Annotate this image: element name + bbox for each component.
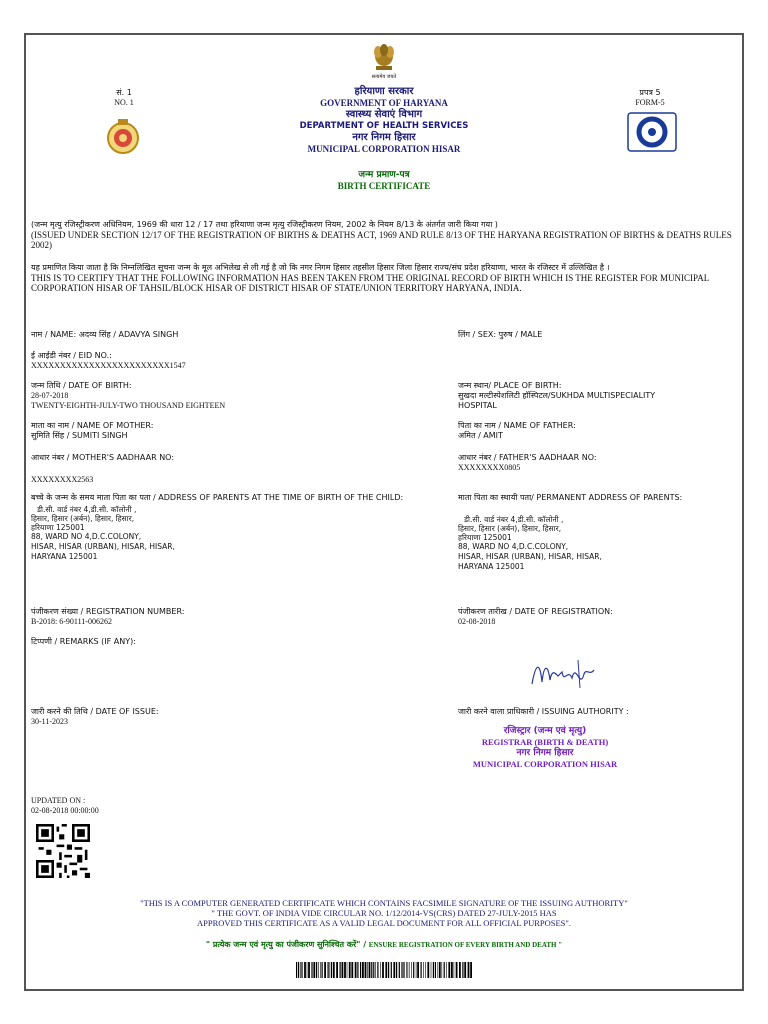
father-aadhaar-value: XXXXXXXX0805	[458, 463, 521, 472]
birth-address-hi-2: हिसार, हिसार (अर्बन), हिसार, हिसार,	[31, 514, 135, 523]
registration-number-label: पंजीकरण संख्या / REGISTRATION NUMBER:	[31, 607, 185, 616]
permanent-address-en-1: 88, WARD NO 4,D.C.COLONY,	[458, 542, 569, 551]
national-emblem-icon	[370, 42, 398, 74]
registrar-hi-mc: नगर निगम हिसार	[516, 748, 574, 758]
header-gov: GOVERNMENT OF HARYANA	[320, 98, 448, 108]
issuing-authority-label: जारी करने वाला प्राधिकारी / ISSUING AUTHORITY :	[458, 707, 629, 716]
footer-line-2: " THE GOVT. OF INDIA VIDE CIRCULAR NO. 1/12/2014-VS(CRS) DATED 27-JULY-2015 HAS	[211, 908, 557, 918]
updated-label: UPDATED ON :	[31, 796, 86, 805]
birth-address-en-1: 88, WARD NO 4,D.C.COLONY,	[31, 532, 142, 541]
number-en: NO. 1	[114, 98, 134, 107]
dob-words: TWENTY-EIGHTH-JULY-TWO THOUSAND EIGHTEEN	[31, 401, 226, 410]
slogan-hi: " प्रत्येक जन्म एवं मृत्यु का पंजीकरण सुनिश्चित करें" /	[205, 940, 367, 949]
permanent-address-hi-2: हिसार, हिसार (अर्बन), हिसार, हिसार,	[458, 524, 562, 533]
issue-date-value: 30-11-2023	[31, 717, 69, 726]
registration-date-label: पंजीकरण तारीख / DATE OF REGISTRATION:	[458, 607, 613, 616]
header-dept: DEPARTMENT OF HEALTH SERVICES	[299, 121, 469, 131]
remarks-label: टिप्पणी / REMARKS (IF ANY):	[31, 637, 136, 646]
footer-line-1: "THIS IS A COMPUTER GENERATED CERTIFICATE WHICH CONTAINS FACSIMILE SIGNATURE OF THE ISSUING AUTHORITY"	[140, 898, 628, 908]
birth-address-hi-1: डी.सी. वार्ड नंबर 4,डी.सी. कॉलोनी ,	[37, 505, 137, 514]
number-hi: सं. 1	[116, 88, 132, 97]
emblem-motto: सत्यमेव जयते	[371, 74, 397, 80]
mother-aadhaar-label: आधार नंबर / MOTHER'S AADHAAR NO:	[31, 453, 175, 462]
birth-address-label: बच्चे के जन्म के समय माता पिता का पता / ADDRESS OF PARENTS AT THE TIME OF BIRTH OF THE CHILD:	[31, 493, 404, 502]
birth-address-en-2: HISAR, HISAR (URBAN), HISAR, HISAR,	[31, 542, 175, 551]
haryana-seal-icon	[100, 116, 146, 156]
signature-icon	[528, 654, 598, 694]
certificate-title: BIRTH CERTIFICATE	[337, 181, 431, 191]
header-hi-dept: स्वास्थ्य सेवाएं विभाग	[345, 109, 423, 120]
issued-under-en: (ISSUED UNDER SECTION 12/17 OF THE REGISTRATION OF BIRTHS & DEATHS ACT, 1969 AND RULE 8/13 OF THE HARYANA REGISTRATION OF BIRTHS & DEATHS RULES 2002)	[31, 230, 732, 250]
eid-label: ई आईडी नंबर / EID NO.:	[31, 351, 112, 360]
eid-value: XXXXXXXXXXXXXXXXXXXXXXXX1547	[31, 361, 186, 370]
sex-field: लिंग / SEX: पुरुष / MALE	[458, 330, 543, 339]
pob-value-2: HOSPITAL	[458, 401, 497, 410]
mother-value: सुमिति सिंह / SUMITI SINGH	[31, 431, 128, 440]
birth-address-hi-3: हरियाणा 125001	[31, 523, 85, 532]
permanent-address-label: माता पिता का स्थायी पता/ PERMANENT ADDRESS OF PARENTS:	[458, 493, 683, 502]
father-label: पिता का नाम / NAME OF FATHER:	[458, 421, 576, 430]
pob-label: जन्म स्थान/ PLACE OF BIRTH:	[458, 381, 562, 390]
registrar-en: REGISTRAR (BIRTH & DEATH)	[481, 737, 609, 747]
crs-logo-icon	[627, 112, 677, 152]
birth-address-en-3: HARYANA 125001	[31, 552, 98, 561]
father-value: अमित / AMIT	[458, 431, 503, 440]
permanent-address-hi-3: हरियाणा 125001	[458, 533, 512, 542]
name-field: नाम / NAME: अदव्य सिंह / ADAVYA SINGH	[31, 330, 179, 339]
pob-value: सुखदा मल्टीस्पेशलिटी हॉस्पिटल/SUKHDA MULTISPECIALITY	[458, 391, 656, 400]
footer-line-3: APPROVED THIS CERTIFICATE AS A VALID LEGAL DOCUMENT FOR ALL OFFICIAL PURPOSES".	[196, 918, 572, 928]
certify-hi: यह प्रमाणित किया जाता है कि निम्नलिखित सूचना जन्म के मूल अभिलेख से ली गई है जो कि नगर निगम हिसार तहसील हिसार जिला हिसार राज्य/संघ प्रदेश हरियाणा, भारत के रजिस्टर में उल्लिखित है ।	[31, 263, 610, 272]
barcode-icon	[296, 962, 472, 978]
header-hi-gov: हरियाणा सरकार	[354, 86, 414, 97]
header-mc: MUNICIPAL CORPORATION HISAR	[307, 144, 461, 154]
issue-date-label: जारी करने की तिथि / DATE OF ISSUE:	[31, 707, 159, 716]
header-hi-mc: नगर निगम हिसार	[352, 132, 416, 143]
mother-aadhaar-value: XXXXXXXX2563	[31, 475, 94, 484]
dob-value: 28-07-2018	[31, 391, 69, 400]
issued-under-hi: (जन्म मृत्यु रजिस्ट्रीकरण अधिनियम, 1969 की धारा 12 / 17 तथा हरियाणा जन्म मृत्यु रजिस्ट्रीकरण नियम, 2002 के नियम 8/13 के अंतर्गत जारी किया गया )	[31, 220, 498, 229]
permanent-address-hi-1: डी.सी. वार्ड नंबर 4,डी.सी. कॉलोनी ,	[464, 515, 564, 524]
mother-label: माता का नाम / NAME OF MOTHER:	[31, 421, 154, 430]
certify-en: THIS IS TO CERTIFY THAT THE FOLLOWING INFORMATION HAS BEEN TAKEN FROM THE ORIGINAL RECORD OF BIRTH WHICH IS THE REGISTER FOR MUNICIPAL CORPORATION HISAR OF TAHSIL/BLOCK HISAR OF DISTRICT HISAR OF STATE/UNION TERRITORY HARYANA, INDIA.	[31, 273, 709, 293]
dob-label: जन्म तिथि / DATE OF BIRTH:	[31, 381, 132, 390]
qr-code-icon	[36, 824, 90, 878]
registrar-hi: रजिस्ट्रार (जन्म एवं मृत्यु)	[503, 726, 587, 736]
slogan-en: ENSURE REGISTRATION OF EVERY BIRTH AND DEATH "	[368, 941, 563, 949]
form-en: FORM-5	[635, 98, 665, 107]
permanent-address-en-2: HISAR, HISAR (URBAN), HISAR, HISAR,	[458, 552, 602, 561]
registrar-mc: MUNICIPAL CORPORATION HISAR	[472, 759, 618, 769]
father-aadhaar-label: आधार नंबर / FATHER'S AADHAAR NO:	[458, 453, 597, 462]
permanent-address-en-3: HARYANA 125001	[458, 562, 525, 571]
registration-number-value: B-2018: 6-90111-006262	[31, 617, 112, 626]
updated-value: 02-08-2018 00:00:00	[31, 806, 99, 815]
form-hi: प्रपत्र 5	[639, 88, 661, 97]
title-hi: जन्म प्रमाण-पत्र	[358, 170, 410, 180]
registration-date-value: 02-08-2018	[458, 617, 496, 626]
